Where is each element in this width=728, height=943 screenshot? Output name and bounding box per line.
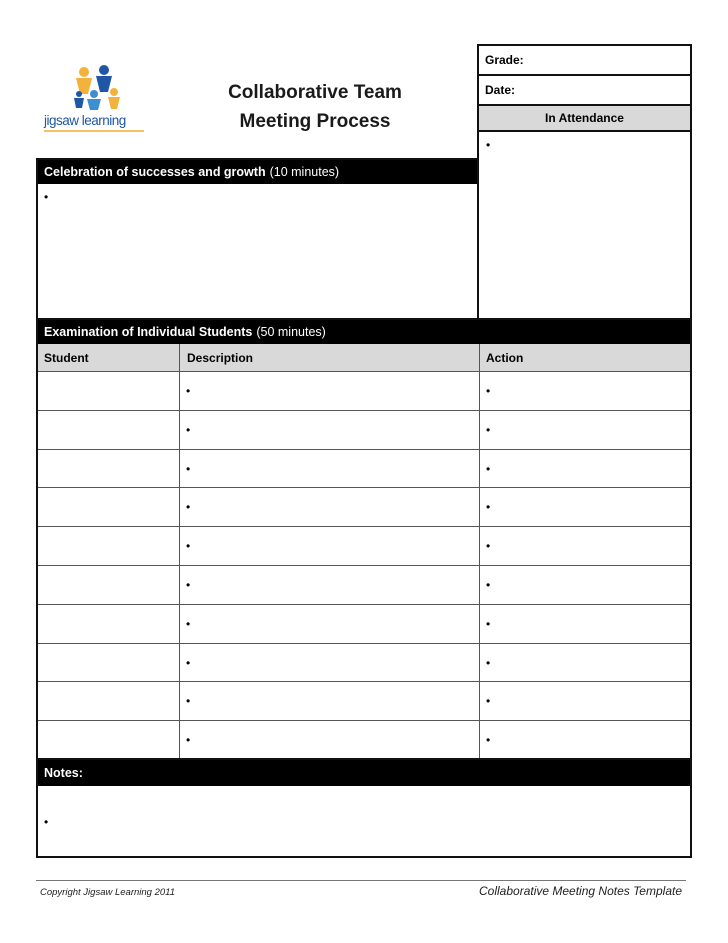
student-cell[interactable] <box>38 720 179 759</box>
grade-field[interactable] <box>479 46 690 74</box>
column-header-student: Student <box>44 350 89 365</box>
action-bullet[interactable]: • <box>486 500 491 514</box>
footer-template-name: Collaborative Meeting Notes Template <box>479 884 682 898</box>
student-cell[interactable] <box>38 643 179 682</box>
action-bullet[interactable]: • <box>486 384 491 398</box>
action-bullet[interactable]: • <box>486 656 491 670</box>
column-divider <box>479 344 480 758</box>
date-label: Date: <box>485 83 516 97</box>
divider <box>479 130 690 132</box>
action-bullet[interactable]: • <box>486 462 491 476</box>
student-cell[interactable] <box>38 565 179 604</box>
student-cell[interactable] <box>38 681 179 720</box>
student-cell[interactable] <box>38 526 179 565</box>
student-cell[interactable] <box>38 487 179 526</box>
column-header-description: Description <box>187 350 254 365</box>
title-line-2: Meeting Process <box>239 111 391 132</box>
description-bullet[interactable]: • <box>186 500 191 514</box>
description-bullet[interactable]: • <box>186 423 191 437</box>
notes-bullet[interactable]: • <box>44 815 49 829</box>
date-field[interactable] <box>479 76 690 104</box>
celebration-header <box>38 160 477 184</box>
jigsaw-people-icon <box>70 64 150 112</box>
student-cell[interactable] <box>38 410 179 449</box>
student-cell[interactable] <box>38 604 179 643</box>
description-bullet[interactable]: • <box>186 462 191 476</box>
description-bullet[interactable]: • <box>186 694 191 708</box>
column-header-action: Action <box>486 350 524 365</box>
action-bullet[interactable]: • <box>486 617 491 631</box>
celebration-header-time: (10 minutes) <box>269 165 340 179</box>
description-bullet[interactable]: • <box>186 578 191 592</box>
notes-header <box>38 760 690 786</box>
celebration-header-title: Celebration of successes and growth <box>44 165 266 179</box>
title-line-1: Collaborative Team <box>228 82 402 103</box>
student-cell[interactable] <box>38 449 179 488</box>
description-bullet[interactable]: • <box>186 384 191 398</box>
celebration-bullet[interactable]: • <box>44 190 49 204</box>
notes-header-label: Notes: <box>44 766 83 780</box>
description-bullet[interactable]: • <box>186 733 191 747</box>
description-bullet[interactable]: • <box>186 539 191 553</box>
footer-rule <box>36 880 686 881</box>
examination-header <box>38 320 690 344</box>
logo-tagline-rule <box>44 130 144 132</box>
student-cell[interactable] <box>38 371 179 410</box>
action-bullet[interactable]: • <box>486 733 491 747</box>
action-bullet[interactable]: • <box>486 694 491 708</box>
action-bullet[interactable]: • <box>486 578 491 592</box>
description-bullet[interactable]: • <box>186 617 191 631</box>
column-divider <box>179 344 180 758</box>
logo-wordmark: jigsaw learning <box>44 113 126 128</box>
footer-copyright: Copyright Jigsaw Learning 2011 <box>40 887 176 898</box>
page-title <box>190 78 440 136</box>
attendance-header <box>479 106 690 130</box>
examination-header-title: Examination of Individual Students <box>44 325 253 339</box>
attendance-bullet[interactable]: • <box>486 138 491 152</box>
description-bullet[interactable]: • <box>186 656 191 670</box>
action-bullet[interactable]: • <box>486 539 491 553</box>
examination-header-time: (50 minutes) <box>256 325 326 339</box>
jigsaw-learning-logo <box>44 64 148 134</box>
grade-label: Grade: <box>485 53 524 67</box>
action-bullet[interactable]: • <box>486 423 491 437</box>
attendance-header-label: In Attendance <box>545 111 624 125</box>
